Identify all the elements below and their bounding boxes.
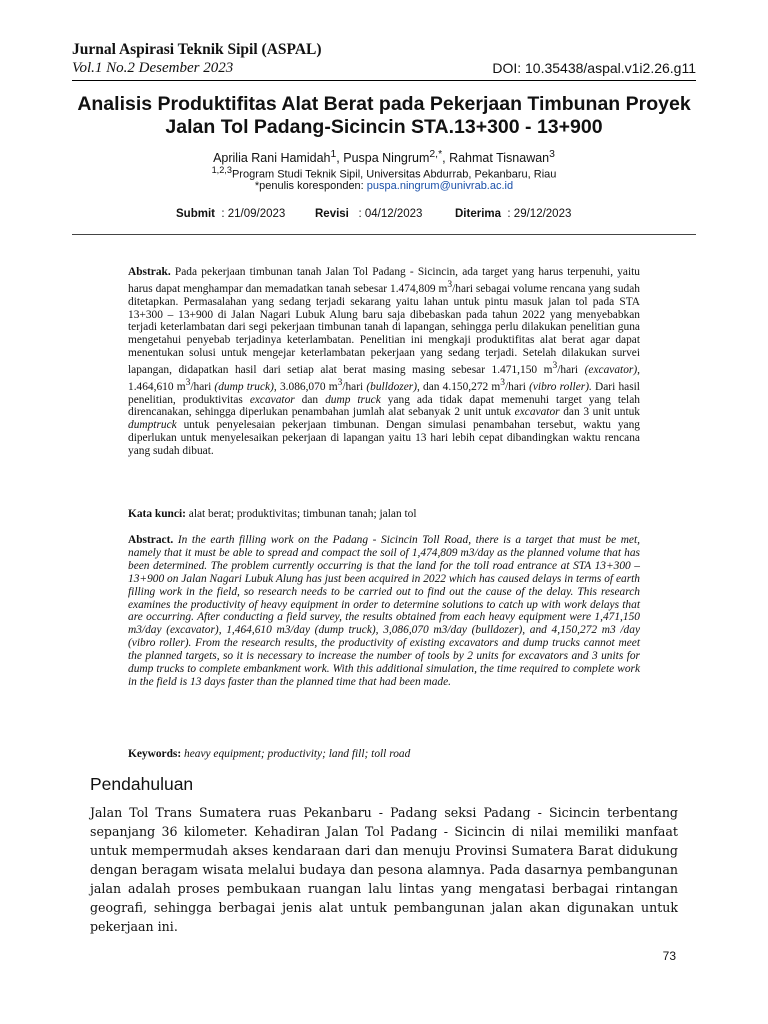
paper-title: Analisis Produktifitas Alat Berat pada Pekerjaan Timbunan Proyek Jalan Tol Padang-Sicincin STA.13+300 - 13+900 <box>77 93 691 138</box>
section-heading: Pendahuluan <box>90 774 194 794</box>
page-number: 73 <box>662 949 676 963</box>
abstrak-text: untuk penyelesaian pekerjaan timbunan. Dengan simulasi penambahan tersebut, waktu yang diperlukan untuk menyelesaikan pekerjaan di lapangan yaitu 13 hari lebih cepat dibandingkan waktu rencana yang sudah dibuat. <box>128 419 640 458</box>
abstract-label: Abstract. <box>128 534 174 546</box>
abstrak-label: Abstrak. <box>128 266 171 278</box>
submit-label: Submit <box>176 208 215 220</box>
accepted-date <box>455 208 571 220</box>
intro-paragraph: Jalan Tol Trans Sumatera ruas Pekanbaru - Padang seksi Padang - Sicincin terbentang sepanjang 36 kilometer. Kehadiran Jalan Tol Padang - Sicincin di nilai memiliki manfaat untuk mempermudah akses kendaraan dari dan menuju Provinsi Sumatera Barat didukung dengan beragam wisata melalui budaya dan pesona alamnya. Pada dasarnya pembangunan jalan adalah proses pembukaan ruangan lalu lintas yang mengatasi berbagai rintangan geografi, sehingga berbagai jenis alat untuk pembangunan jalan akan digunakan untuk pekerjaan ini. <box>90 805 678 934</box>
submit-value: : 21/09/2023 <box>221 208 286 220</box>
author-affiliation-mark: 1 <box>330 149 337 160</box>
dates-divider <box>72 234 696 235</box>
revision-date <box>315 208 422 220</box>
doi: DOI: 10.35438/aspal.v1i2.26.g11 <box>492 60 696 76</box>
revision-label: Revisi <box>315 208 349 220</box>
journal-name: Jurnal Aspirasi Teknik Sipil (ASPAL) <box>72 41 322 58</box>
abstrak-italic: dump truck <box>325 393 381 406</box>
author-affiliation-mark: 2,* <box>429 149 443 160</box>
affiliation-text: Program Studi Teknik Sipil, Universitas Abdurrab, Pekanbaru, Riau <box>231 168 557 181</box>
superscript: 3 <box>552 361 558 372</box>
superscript: 3 <box>337 377 343 388</box>
abstract-english <box>128 534 640 689</box>
header-divider <box>72 80 696 81</box>
corresponding-author <box>72 180 696 192</box>
corresponding-email-link[interactable]: puspa.ningrum@univrab.ac.id <box>366 180 514 192</box>
abstrak-text: dan <box>294 393 326 406</box>
keywords-label: Keywords: <box>128 748 182 760</box>
abstrak-italic: excavator <box>249 393 295 406</box>
revision-value: : 04/12/2023 <box>358 208 423 220</box>
author-list: Aprilia Rani Hamidah$^1$, Puspa Ningrum$^{2,*}$, Rahmat Tisnawan$^3$ <box>213 149 555 166</box>
accepted-value: : 29/12/2023 <box>507 208 572 220</box>
abstrak-text: yang ada tidak dapat memenuhi target yang telah direncanakan, sehingga diperlukan penambahan jumlah alat sebanyak 2 unit untuk <box>128 393 640 419</box>
abstract-text: In the earth filling work on the Padang - Sicincin Toll Road, there is a target that must be met, namely that it must be able to spread and compact the soil of 1,474,809 m3/day as the planned volume that has been determined. The problem currently occurring is that the land for the toll road entrance at STA 13+300 – 13+900 on Jalan Nagari Lubuk Alung has just been acquired in 2022 which has caused delays in terms of earth filling work in the field, so research needs to be carried out to find out the cause of the delay. This research examines the productivity of heavy equipment in order to determine solutions to catch up with work delays that are occurring. After conducting a field survey, the results obtained from each heavy equipment were 1,471,150 m3/day (excavator), 1,464,610 m3/day (dump truck), 3,086,070 m3/day (bulldozer), and 4,150,272 m3 /day (vibro roller). From the research results, the productivity of existing excavators and dump trucks cannot meet the planned targets, so it is necessary to increase the number of tools by 2 units for excavators and 3 units for dump trucks to complete embankment work. With this additional simulation, the time required to complete work in the field is 13 days faster than the planned time that had been made. <box>128 534 640 688</box>
abstrak-text: /hari <box>505 380 530 393</box>
abstract-indonesian <box>128 266 640 458</box>
abstrak-italic: excavator <box>514 406 560 419</box>
kata-kunci <box>128 508 640 521</box>
author-name: Aprilia Rani Hamidah <box>213 151 331 166</box>
abstrak-text: , 3.086,070 m <box>273 380 338 393</box>
submit-date <box>176 208 285 220</box>
kata-kunci-label: Kata kunci: <box>128 508 186 520</box>
keywords-value: heavy equipment; productivity; land fill; toll road <box>181 748 411 760</box>
abstrak-text: dan 3 unit untuk <box>559 406 640 419</box>
abstrak-text: /hari sebagai volume rencana yang sudah ditetapkan. Permasalahan yang sedang terjadi sekarang yaitu lahan untuk pintu masuk jalan tol pada STA 13+300 – 13+900 di Jalan Nagari Lubuk Alung baru saja dibebaskan pada tahun 2022 yang menyebabkan terjadi keterlambatan dari segi pekerjaan timbunan tanah di lapangan, sehingga perlu dilakukan penelitian guna mengetahui penyebab terjadinya keterlambatan. Penelitian ini mengkaji produktifitas alat berat agar dapat menentukan solusi untuk mengejar keterlambatan pekerjaan yang sedang terjadi. Setelah dilakukan survei lapangan, didapatkan hasil dari setiap alat berat masing masing sebesar 1.471,150 m <box>128 282 640 376</box>
author-name: Puspa Ningrum <box>343 151 430 166</box>
abstrak-text: /hari <box>342 380 367 393</box>
author-affiliation-mark: 3 <box>549 149 555 160</box>
abstrak-italic: (excavator) <box>584 363 638 376</box>
journal-volume: Vol.1 No.2 Desember 2023 <box>72 60 234 76</box>
abstrak-italic: (dump truck) <box>214 380 274 393</box>
abstrak-text: , dan 4.150,272 m <box>417 380 501 393</box>
accepted-label: Diterima <box>455 208 502 220</box>
author-name: Rahmat Tisnawan <box>449 151 550 166</box>
abstrak-italic: dumptruck <box>128 419 177 432</box>
abstrak-italic: (vibro roller). <box>529 380 592 393</box>
abstrak-text: /hari <box>190 380 215 393</box>
abstrak-text: , 1.464,610 m <box>128 363 640 393</box>
abstrak-text: /hari <box>557 363 585 376</box>
affiliation <box>72 165 696 181</box>
affiliation-mark: 1,2,3 <box>211 165 232 175</box>
corresponding-label: *penulis koresponden: <box>254 180 367 192</box>
superscript: 3 <box>185 377 191 388</box>
keywords <box>128 748 640 761</box>
kata-kunci-value: alat berat; produktivitas; timbunan tanah; jalan tol <box>185 508 417 520</box>
superscript: 3 <box>447 279 453 290</box>
abstrak-text: Pada pekerjaan timbunan tanah Jalan Tol Padang - Sicincin, ada target yang harus terpenuhi, yaitu harus dapat menghampar dan memadatkan tanah sebesar 1.474,809 m <box>128 266 640 295</box>
abstrak-italic: (bulldozer) <box>366 380 417 393</box>
abstrak-text: Dari hasil penelitian, produktivitas <box>128 380 640 406</box>
superscript: 3 <box>500 377 506 388</box>
